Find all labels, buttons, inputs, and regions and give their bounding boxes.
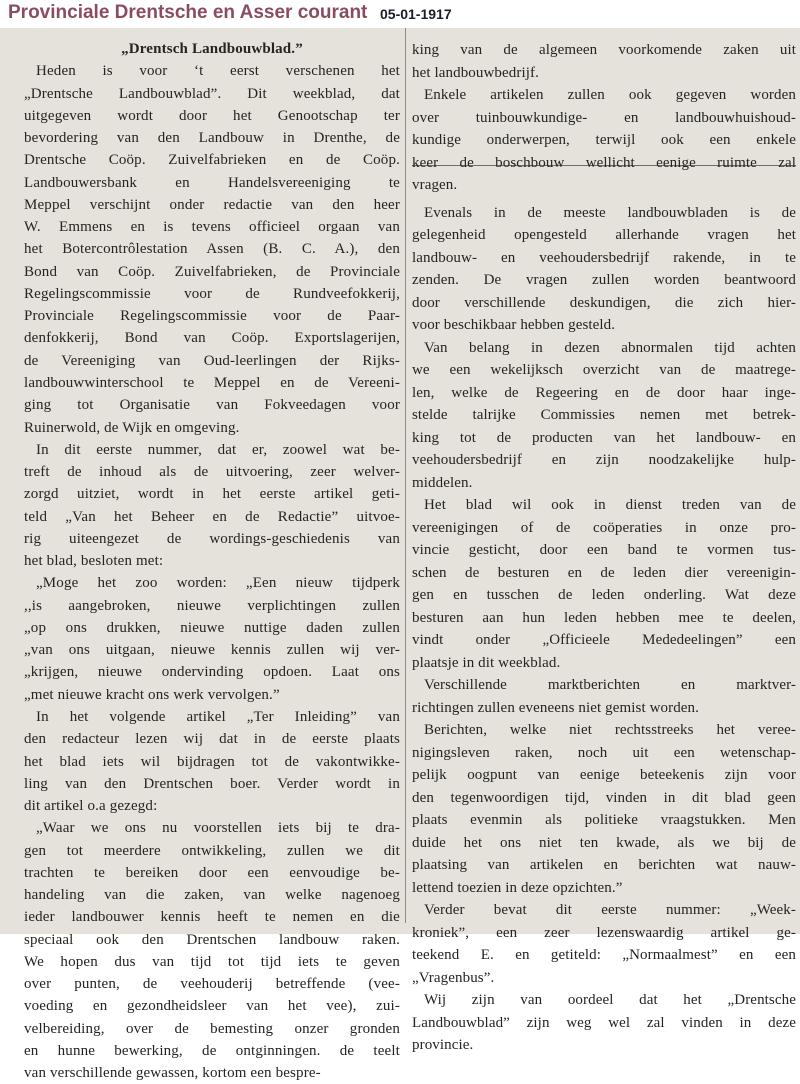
text-line: en hunne bewerking, de ontginningen. de teelt [24,1042,400,1059]
text-line: Landbouwblad” zijn weg wel zal vinden in deze [412,1014,796,1031]
text-line: „Drentsche Landbouwblad”. Dit weekblad, dat [24,85,400,102]
text-line: veehoudersbedrijf en zijn noodzakelijke hulp- [412,452,796,468]
text-line: ging tot Organisatie van Fokveedagen voor [24,397,400,414]
text-line: handeling van die zaken, van welke nagenoeg [24,887,400,904]
text-line: „Moge het zoo worden: „Een nieuw tijdperk [36,575,400,592]
text-line: Landbouwersbank en Handelsvereeniging te [24,174,400,191]
text-line: we een wekelijksch overzicht van de maatrege- [412,362,796,378]
text-line: lettend toezien in deze opzichten.” [412,879,623,896]
newspaper-title: Provinciale Drentsche en Asser courant [8,2,368,23]
text-line: plaats evenmin als politieke vraagstukken. Men [412,812,796,828]
text-line: „met nieuwe kracht ons werk vervolgen.” [24,686,280,703]
text-line: over punten, de veehouderij betreffende (vee- [24,976,400,993]
text-line: plaatsje in dit weekblad. [412,654,561,671]
text-line: ieder landbouwer kennis heeft te nemen en die [24,909,400,926]
clipping-header [0,0,800,28]
text-line: vincie gesticht, door een band te vormen tus- [412,542,796,558]
text-line: Heden is voor ‘t eerst verschenen het [36,63,400,80]
text-line: dit artikel o.a gezegd: [24,798,158,815]
text-line: Het blad wil ook in dienst treden van de [424,497,796,513]
text-line: kroniek”, een zeer lezenswaardig artikel ge- [412,924,796,941]
text-line: Provinciale Regelingscommissie voor de Paar- [24,308,400,325]
text-line: middelen. [412,474,473,491]
text-line: over tuinbouwkundige- en landbouwhuishoud- [412,109,796,126]
text-line: kundige onderwerpen, terwijl ook een enkele [412,132,796,148]
text-line: king tot de producten van het landbouw- en [412,429,796,446]
text-line: keer de boschbouw wellicht eenige ruimte zal [412,154,796,171]
text-line: Verschillende marktberichten en marktver- [424,677,796,693]
text-line: provincie. [412,1037,474,1053]
text-line: gen tot meerdere ontwikkeling, zullen we dit [24,842,400,859]
text-line: In het volgende artikel „Ter Inleiding” van [36,708,400,725]
text-line: het Botercontrôlestation Assen (B. C. A.), den [24,241,400,258]
text-line: Ruinerwold, de Wijk en omgeving. [24,419,240,436]
text-line: nigingsleven raken, noch uit een wetenschap- [412,744,796,761]
text-line: Evenals in de meeste landbouwbladen is de [424,204,796,221]
text-line: plaatsing van artikelen en berichten wat nauw- [412,857,796,873]
text-line: gen en tusschen de leden onderling. Wat deze [412,587,796,603]
text-line: uitgegeven wordt door het Genootschap ter [24,107,400,124]
text-line: schen de besturen en de leden dier vereenigin- [412,564,796,581]
text-line: ,,is aangebroken, nieuwe verplichtingen zullen [24,597,400,614]
text-line: In dit eerste nummer, dat er, zoowel wat be- [36,441,400,458]
text-line: den tegenwoordigen tijd, vinden in dit blad geen [412,789,796,806]
text-line: „van ons uitgaan, nieuwe kennis zullen wij ver- [24,642,400,659]
text-line: teekend E. en getiteld: „Normaalmest” en een [412,947,796,963]
text-line: door verschillende deskundigen, die zich hier- [412,294,796,311]
text-line: velbereiding, over de bemesting onzer gronden [24,1020,400,1037]
article-headline: „Drentsch Landbouwblad.” [121,41,303,57]
text-line: stelde talrijke Commissies nemen met betrek- [412,407,796,423]
text-line: duide het ons niet ten kwade, als we bij de [412,834,796,851]
text-line: het blad iets wil bijdragen tot de vakontwikke- [24,753,400,770]
text-line: „Vragenbus”. [412,969,495,986]
text-line: het blad, besloten met: [24,553,164,570]
text-line: We hopen dus van tijd tot tijd iets te geven [24,953,400,970]
text-line: bevordering van den Landbouw in Drenthe, de [24,130,400,147]
text-line: landbouw- en veehoudersbedrijf rakende, in te [412,249,796,266]
text-line: „krijgen, nieuwe ondervinding opdoen. Laat ons [24,664,400,681]
text-line: voor beschikbaar hebben gesteld. [412,317,616,333]
right-column-body [412,202,796,1057]
text-line: Meppel verschijnt onder redactie van den heer [24,196,400,213]
text-line: richtingen zullen eveneens niet gemist worden. [412,699,700,716]
text-line: voeding en gezondheidsleer van het vee), zui- [24,998,400,1015]
publication-date: 05-01-1917 [380,6,452,22]
text-line: Berichten, welke niet rechtsstreeks het veree- [424,722,796,738]
text-line: vragen. [412,177,458,193]
article-left-column [24,38,400,1084]
text-line: „op ons drukken, nieuwe nuttige daden zullen [24,619,400,636]
text-line: gelegenheid opengesteld allerhande vragen het [412,227,796,243]
text-line: zenden. De vragen zullen worden beantwoord [412,272,796,288]
text-line: king van de algemeen voorkomende zaken uit [412,42,796,58]
column-divider [405,28,406,923]
text-line: pelijk oogpunt van eenige beteekenis zijn voor [412,767,796,783]
text-line: Enkele artikelen zullen ook gegeven worden [424,87,796,103]
text-line: rig uiteengezet de wordings-geschiedenis van [24,530,400,547]
text-line: vindt onder „Officieele Mededeelingen” een [412,632,796,648]
text-line: Bond van Coöp. Zuivelfabrieken, de Provinciale [24,263,400,280]
text-line: de Vereeniging van Oud-leerlingen der Rijks- [24,352,400,369]
text-line: van verschillende gewassen, kortom een bespre- [24,1065,321,1082]
text-line: denfokkerij, Bond van Coöp. Exportslagerijen, [24,330,400,347]
right-column-continuation [412,39,796,197]
text-line: landbouwwinterschool te Meppel en de Vereeni- [24,374,400,391]
text-line: ling van den Drentschen boer. Verder wordt in [24,775,400,792]
text-line: den redacteur lezen wij dat in de eerste plaats [24,731,400,748]
text-line: Regelingscommissie voor de Rundveefokkerij, [24,285,400,302]
text-line: Van belang in dezen abnormalen tijd achten [424,339,796,356]
text-line: besturen aan hun leden hebben mee te deelen, [412,609,796,626]
text-line: treft de inhoud als de uitvoering, zeer welver- [24,464,400,481]
text-line: Drentsche Coöp. Zuivelfabrieken en de Coöp. [24,152,400,169]
text-line: len, welke de Regeering en de door haar inge- [412,384,796,401]
text-line: trachten te bereiken door een eenvoudige be- [24,864,400,881]
text-line: Wij zijn van oordeel dat het „Drentsche [424,992,796,1008]
text-line: vereenigingen of de coöperaties in onze pro- [412,519,796,536]
text-line: W. Emmens en is tevens officieel orgaan van [24,219,400,236]
text-line: Verder bevat dit eerste nummer: „Week- [424,902,796,918]
article-right-column [412,39,796,1057]
text-line: het landbouwbedrijf. [412,64,539,81]
text-line: teld „Van het Beheer en de Redactie” uitvoe- [24,508,400,525]
text-line: zorgd uitziet, wordt in het eerste artikel geti- [24,486,400,503]
text-line: „Waar we ons nu voorstellen iets bij te dra- [36,820,400,837]
text-line: speciaal ook den Drentschen landbouw raken. [24,931,400,948]
